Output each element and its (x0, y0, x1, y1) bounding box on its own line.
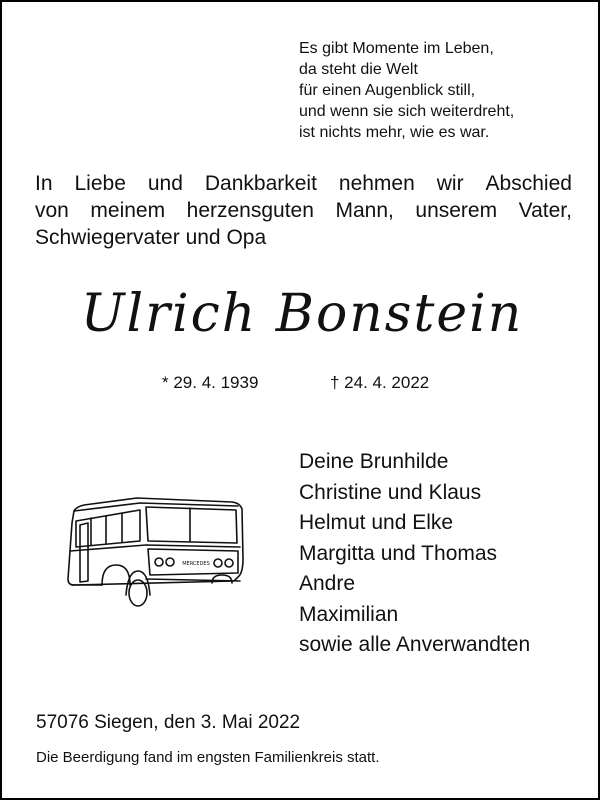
family-member: Andre (299, 572, 356, 595)
poem-line: da steht die Welt (299, 61, 418, 78)
poem (299, 38, 514, 143)
intro-line: Schwiegervater und Opa (35, 226, 267, 249)
intro-word: Abschied (485, 172, 572, 195)
intro-word: Dankbarkeit (204, 172, 317, 195)
intro-word: unserem (415, 199, 498, 222)
family-member: Helmut und Elke (299, 511, 454, 534)
poem-line: und wenn sie sich weiterdreht, (299, 103, 515, 120)
family-member: sowie alle Anverwandten (299, 633, 531, 656)
intro-word: Vater, (518, 199, 572, 222)
intro-word: herzensguten (186, 199, 314, 222)
birth-date: * 29. 4. 1939 (162, 373, 259, 392)
intro-word: nehmen (338, 172, 415, 195)
poem-line: für einen Augenblick still, (299, 82, 476, 99)
funeral-note: Die Beerdigung fand im engsten Familienkreis statt. (36, 749, 380, 766)
intro-word: wir (436, 172, 464, 195)
family-member: Christine und Klaus (299, 480, 482, 504)
intro-text (35, 170, 572, 251)
family-member: Maximilian (299, 602, 399, 626)
family-member: Deine Brunhilde (299, 450, 449, 473)
intro-word: von (35, 199, 69, 222)
intro-line (35, 197, 572, 224)
intro-line (35, 170, 572, 197)
family-list (299, 447, 530, 661)
place-date: 57076 Siegen, den 3. Mai 2022 (36, 712, 301, 733)
poem-line: Es gibt Momente im Leben, (299, 40, 494, 57)
deceased-name: Ulrich Bonstein (80, 284, 524, 344)
bus-brand-label: MERCEDES (182, 561, 210, 567)
intro-word: Liebe (74, 172, 126, 195)
poem-line: ist nichts mehr, wie es war. (299, 124, 490, 141)
intro-word: und (147, 172, 183, 195)
bus-icon (62, 495, 252, 611)
intro-word: meinem (90, 199, 166, 222)
intro-word: Mann, (335, 199, 394, 222)
family-member: Margitta und Thomas (299, 541, 498, 565)
intro-word: In (35, 172, 53, 195)
death-date: † 24. 4. 2022 (330, 373, 430, 392)
